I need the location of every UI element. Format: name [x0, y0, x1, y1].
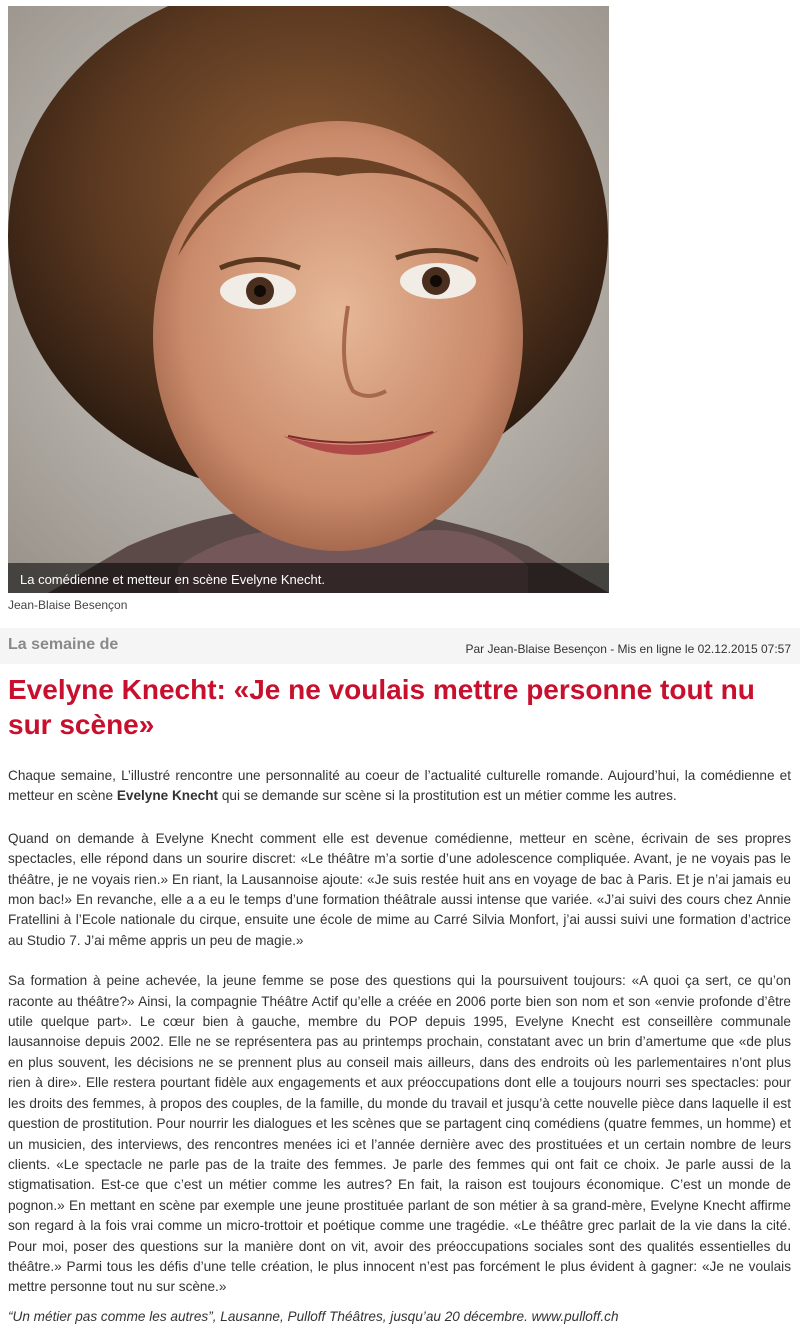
byline: Par Jean-Blaise Besençon - Mis en ligne le 02.12.2015 07:57 — [465, 642, 791, 656]
paragraph-2: Sa formation à peine achevée, la jeune femme se pose des questions qui la poursuivent toujours: «A quoi ça sert, ce qu’on raconte au théâtre?» Ainsi, la compagnie Théâtre Actif qu’elle a créée en 2006 porte bien son nom et son «envie profonde d’être utile quelque part». Le cœur bien à gauche, membre du POP depuis 1995, Evelyne Knecht est conseillère communale lausannoise depuis 2002. Elle ne se représentera pas au printemps prochain, constatant avec un brin d’amertume que «de plus en plus souvent, les décisions ne se prennent plus au conseil mais ailleurs, dans des endroits où les parlementaires n’ont plus rien à dire». Elle restera pourtant fidèle aux engagements et aux préoccupations dont elle a toujours nourri ses spectacles: pour les droits des femmes, à propos des couples, de la famille, du monde du travail et jusqu’à cette nouvelle pièce dans laquelle il est question de prostitution. Pour nourrir les dialogues et les scènes que se partagent cinq comédiens (quatre femmes, un homme) et un musicien, des interviews, des rencontres menées ici et l’année dernière avec des prostituées et un certain nombre de leurs clients. «Le spectacle ne parle pas de la traite des femmes. Je parle des femmes qui ont fait ce choix. Je parle aussi de la stigmatisation. Est-ce que c’est un métier comme les autres? En fait, la raison est toujours économique. C’est un monde de pognon.» En mettant en scène par exemple une jeune prostituée parlant de son métier à sa grand-mère, Evelyne Knecht affirme son regard à la fois vrai comme un micro-trottoir et poétique comme une tragédie. «Le théâtre grec parlait de la vie dans la cité. Pour moi, poser des questions sur la manière dont on vit, avoir des préoccupations sociales sont des qualités essentielles du théâtre.» Parmi tous les défis d’une telle création, le plus innocent n’est pas forcément le plus évident à gagner: «Je ne voulais mettre personne tout nu sur scène.» — [8, 973, 791, 1295]
photo-credit: Jean-Blaise Besençon — [8, 598, 128, 612]
event-info: “Un métier pas comme les autres”, Lausanne, Pulloff Théâtres, jusqu’au 20 décembre. www.pulloff.ch — [8, 1309, 619, 1324]
article-body — [8, 766, 791, 1318]
rubric-label[interactable]: La semaine de — [8, 636, 119, 653]
intro-text-before: Chaque semaine, L’illustré rencontre une personnalité au coeur de l’actualité culturelle romande. Aujourd’hui, la comédienne et metteur en scène — [8, 768, 791, 804]
intro-name: Evelyne Knecht — [116, 788, 219, 804]
portrait-photo — [8, 6, 609, 593]
portrait-illustration — [8, 6, 609, 593]
paragraph-1: Quand on demande à Evelyne Knecht comment elle est devenue comédienne, metteur en scène, écrivain de ses propres spectacles, elle répond dans un sourire discret: «Le théâtre m’a sortie d’une adolescence compliquée. Avant, je ne voyais pas le théâtre, je ne voyais rien.» En riant, la Lausannoise ajoute: «Je suis restée huit ans en voyage de bac à Paris. Et je n’ai jamais eu mon bac!» En revanche, elle a a eu le temps d’une formation théâtrale aussi intense que variée. «J’ai suivi des cours chez Annie Fratellini à l’Ecole nationale du cirque, ensuite une école de mime au Carré Silvia Monfort, j’ai aussi suivi une formation d’actrice au Studio 7. J’ai même appris un peu de magie.» — [8, 830, 791, 948]
intro-paragraph — [8, 766, 791, 807]
intro-text-after: qui se demande sur scène si la prostitution est un métier comme les autres. — [218, 788, 677, 804]
photo-caption: La comédienne et metteur en scène Evelyne Knecht. — [20, 572, 325, 587]
article-headline: Evelyne Knecht: «Je ne voulais mettre personne tout nu sur scène» — [8, 674, 755, 740]
